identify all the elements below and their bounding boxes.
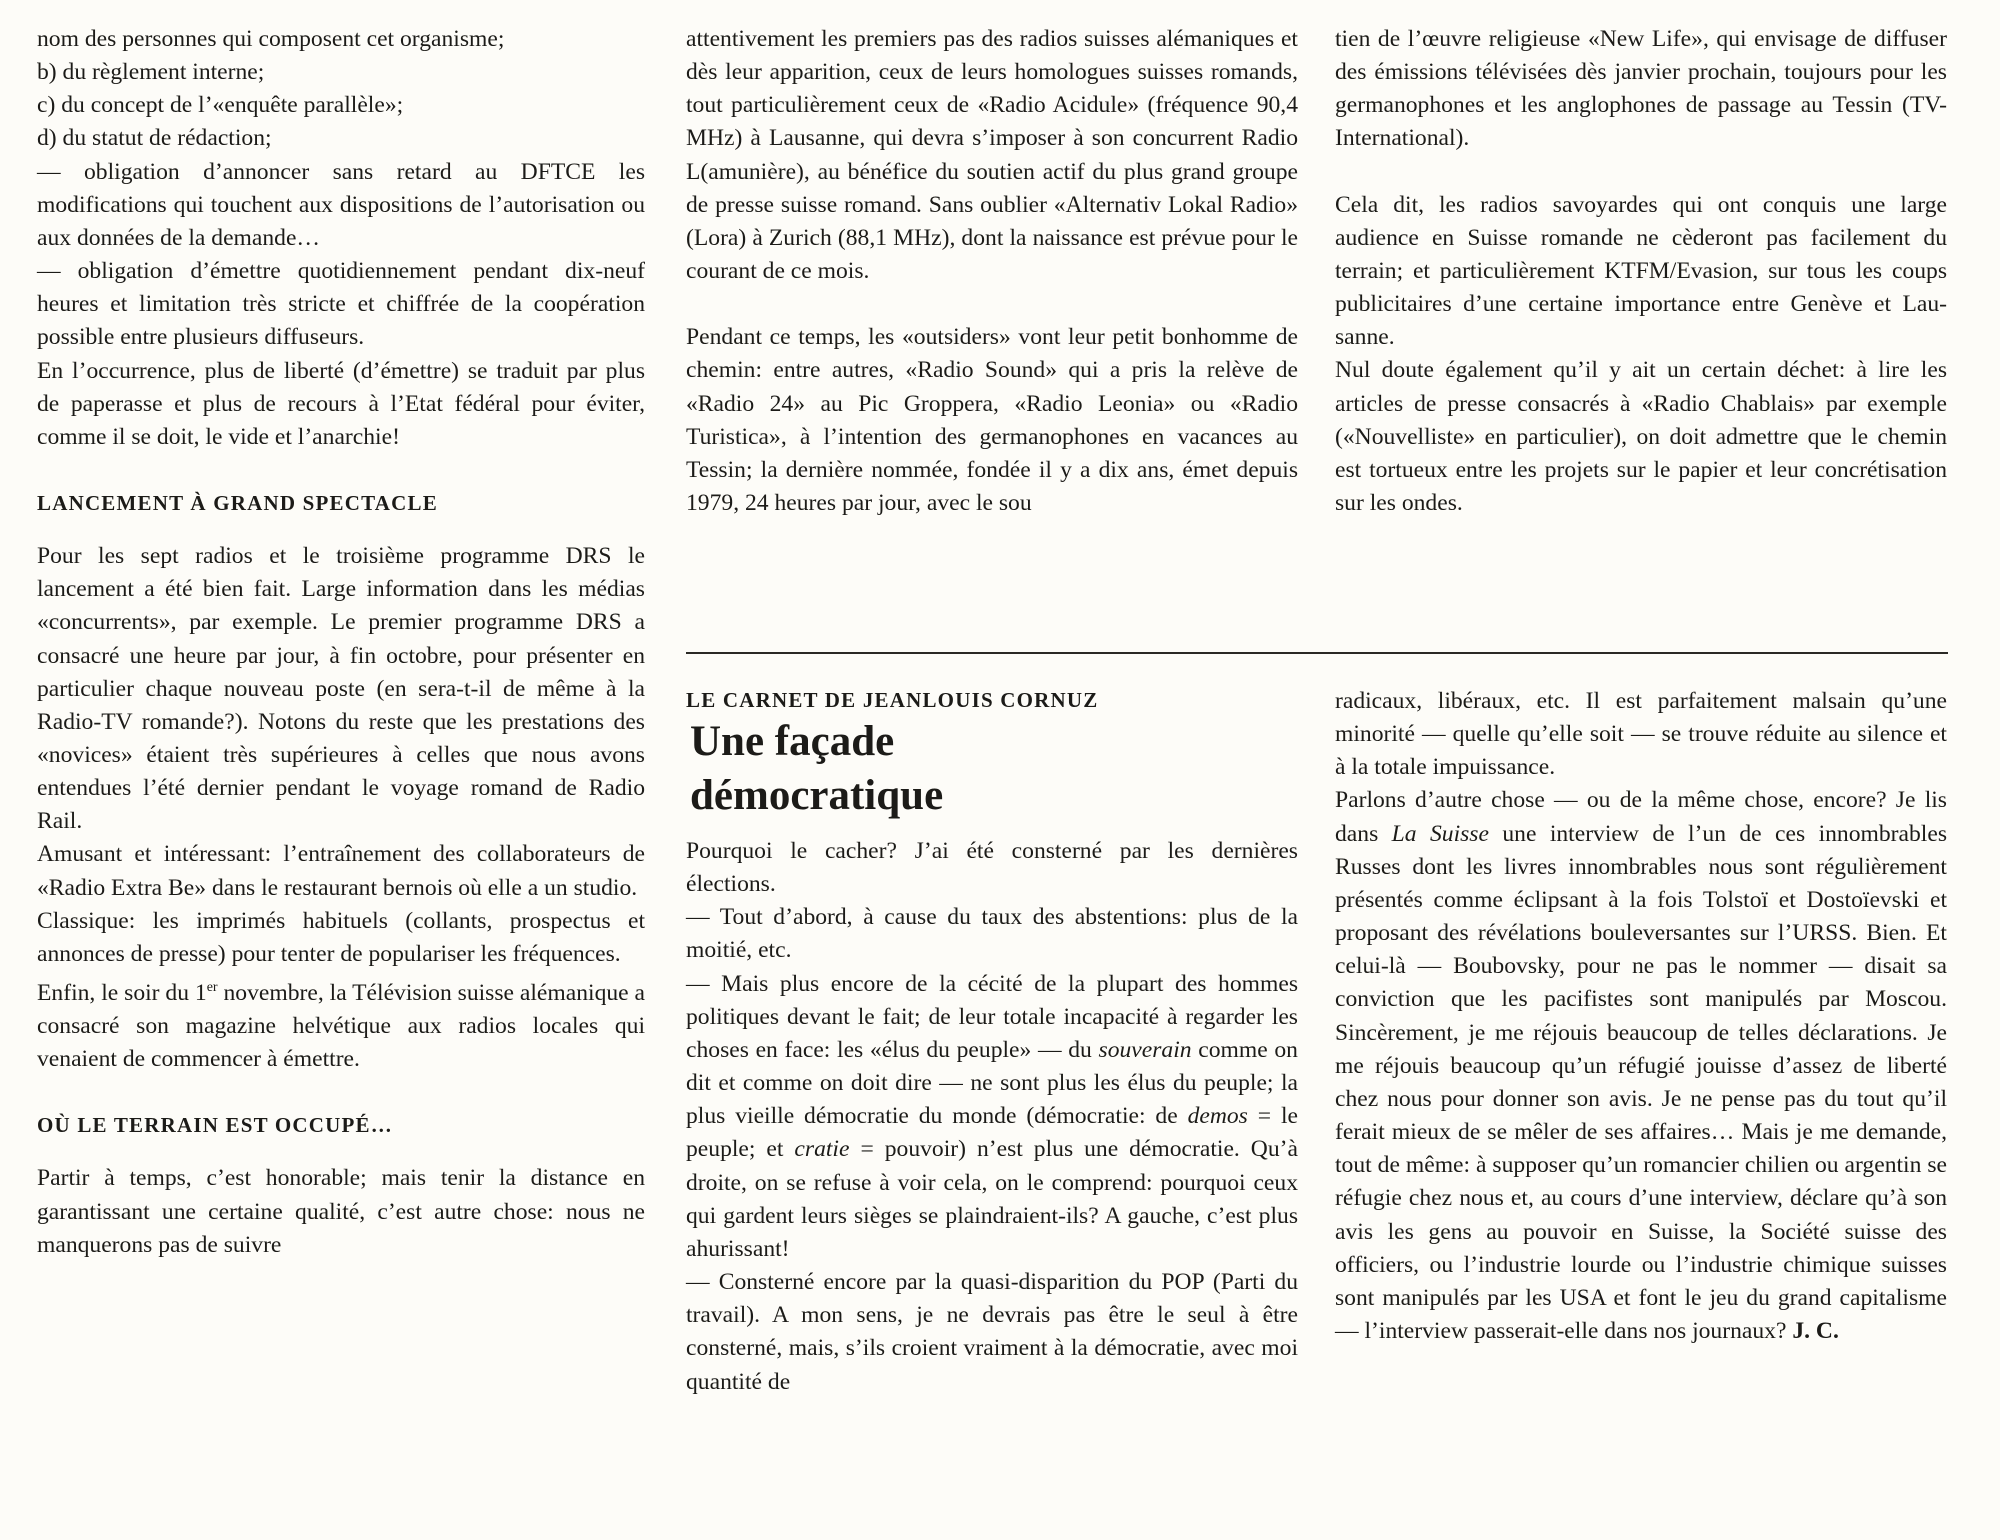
italic-term: souverain — [1098, 1036, 1192, 1063]
paragraph: b) du règlement interne; — [37, 59, 265, 86]
column-1 — [37, 23, 645, 1262]
paragraph: Pour les sept radios et le troisième programme DRS le lancement a été bien fait. Large information dans les médias «concurrents», par exemple. Le premier programme DRS a consacré une heure par jour, à fin octobre, pour présenter en particulier chaque nouveau poste (en sera-t-il de même à la Radio-TV romande?). Notons du reste que les prestations des «novices» étaient très supérieures à celles que nous avons entendues l’été dernier pendant le voyage romand de Radio Rail. — [37, 543, 645, 835]
paragraph: Classique: les imprimés habituels (collants, prospectus et annonces de presse) pour tenter de populariser les fréquences. — [37, 907, 645, 967]
text-run: = le peuple; et — [686, 1103, 1298, 1163]
paragraph: — obligation d’émettre quotidiennement pendant dix-neuf heures et limitation très stricte et chiffrée de la coopération possible entre plusieurs diffuseurs. — [37, 258, 645, 351]
italic-title: La Suisse — [1391, 820, 1489, 847]
column-2 — [686, 23, 1298, 520]
paragraph: — obligation d’annoncer sans retard au DFTCE les modifications qui touchent aux dispositions de l’autorisation ou aux données de la demande… — [37, 158, 645, 251]
paragraph: c) du concept de l’«enquête parallèle»; — [37, 92, 404, 119]
text-run: — Mais plus encore de la cécité de la plupart des hommes politiques devant le fait; de leur totale incapacité à regarder les choses en face: les «élus du peuple» — du — [686, 970, 1298, 1063]
paragraph: Pourquoi le cacher? J’ai été consterné par les dernières élections. — [686, 838, 1298, 898]
article-column-1 — [686, 685, 1298, 1399]
paragraph: En l’occurrence, plus de liberté (d’émettre) se traduit par plus de paperasse et plus de recours à l’Etat fédéral pour éviter, comme il se doit, le vide et l’anarchie! — [37, 357, 645, 450]
paragraph: Pendant ce temps, les «outsiders» vont leur petit bonhomme de chemin: entre autres, «Radio Sound» qui a pris la relève de «Radio 24» au Pic Groppera, «Radio Leonia» ou «Radio Turistica», à l’intention des germanophones en vacances au Tessin; la dernière nommée, fondée il y a dix ans, émet depuis 1979, 24 heures par jour, avec le sou — [686, 324, 1298, 517]
paragraph: Cela dit, les radios savoyardes qui ont conquis une large audience en Suisse romande ne cèderont pas facilement du terrain; et particulièrement KTFM/Evasion, sur tous les coups publicitaires d’une certaine importance entre Genève et Lausanne. — [1335, 191, 1947, 351]
text-run: Enfin, le soir du 1 — [37, 979, 207, 1006]
paragraph: attentivement les premiers pas des radios suisses alémaniques et dès leur apparition, ceux de leurs homologues suisses romands, tout particulièrement ceux de «Radio Acidule» (fréquence 90,4 MHz) à Lausanne, qui devra s’imposer à son concurrent Radio L(amunière), au bénéfice du soutien actif du plus grand groupe de presse suisse romand. Sans oublier «Alternativ Lokal Radio» (Lora) à Zurich (88,1 MHz), dont la naissance est prévue pour le courant de ce mois. — [686, 26, 1298, 285]
article-kicker: LE CARNET DE JEANLOUIS CORNUZ — [686, 688, 1099, 712]
paragraph: Amusant et intéressant: l’entraînement des collaborateurs de «Radio Extra Be» dans le restaurant bernois où elle a un studio. — [37, 841, 645, 901]
paragraph: radicaux, libéraux, etc. Il est parfaitement malsain qu’une minorité — quelle qu’elle soit — se trouve réduite au silence et à la totale impuissance. — [1335, 688, 1947, 781]
superscript: er — [206, 980, 218, 996]
text-run: novembre, la Télévision suisse alémanique a consacré son magazine helvétique aux radios locales qui venaient de commencer à émettre. — [37, 979, 646, 1073]
paragraph: — Consterné encore par la quasi-disparition du POP (Parti du travail). A mon sens, je ne devrais pas être le seul à être consterné, mais, s’ils croient vraiment à la démocratie, avec moi quantité de — [686, 1269, 1298, 1395]
paragraph — [686, 968, 1298, 1266]
title-line: démocratique — [690, 772, 944, 819]
paragraph: nom des personnes qui composent cet organisme; — [37, 26, 505, 52]
article-title — [690, 715, 1298, 823]
paragraph — [1335, 784, 1947, 1348]
italic-term: demos — [1187, 1103, 1248, 1130]
text-run: Parlons d’autre chose — ou de la même chose, encore? Je lis dans — [1335, 787, 1947, 847]
paragraph: — Tout d’abord, à cause du taux des abstentions: plus de la moitié, etc. — [686, 904, 1298, 964]
section-heading-lancement: LANCEMENT À GRAND SPECTACLE — [37, 491, 438, 516]
horizontal-rule — [686, 652, 1948, 654]
italic-term: cratie — [794, 1136, 850, 1163]
paragraph: Nul doute également qu’il y ait un certain déchet: à lire les articles de presse consacrés à «Radio Chablais» par exemple («Nouvelliste» en particulier), on doit admettre que le chemin est tortueux entre les projets sur le papier et leur concrétisation sur les ondes. — [1335, 357, 1947, 517]
paragraph — [37, 971, 645, 1076]
paragraph: tien de l’œuvre religieuse «New Life», qui envisage de diffuser des émissions télévisées dès janvier prochain, toujours pour les germanophones et les anglophones de passage au Tessin (TV-International). — [1335, 26, 1947, 152]
column-3 — [1335, 23, 1947, 520]
author-signature: J. C. — [1792, 1317, 1839, 1344]
text-run: = pouvoir) n’est plus une démocratie. Qu’à droite, on se refuse à voir cela, on le comprend: pourquoi ceux qui gardent leurs sièges se plaindraient-ils? A gauche, c’est plus ahurissant! — [686, 1136, 1298, 1262]
text-run: une interview de l’un de ces innombrables Russes dont les livres innombrables nous sont régulièrement présentés comme éclipsant à la fois Tolstoï et Dostoïevski et proposant des révélations bouleversantes sur l’URSS. Bien. Et celui-là — Boubovsky, pour ne pas le nommer — disait sa conviction que les pacifistes sont manipulés par Moscou. Sincèrement, je me réjouis beaucoup de telles déclarations. Je me réjouis beaucoup qu’un réfugié jouisse d’assez de liberté chez nous pour donner son avis. Je ne pense pas du tout qu’il ferait mieux de se mêler de ses affaires… Mais je me demande, tout de même: à supposer qu’un romancier chilien ou argentin se réfugie chez nous et, au cours d’une interview, déclare qu’à son avis les gens au pouvoir en Suisse, la Société suisse des officiers, ou l’industrie lourde ou l’industrie chimique suisses sont manipulés par les USA et font le jeu du grand capitalisme — l’interview passerait-elle dans nos journaux? — [1335, 820, 1947, 1344]
text-run: comme on dit et comme on doit dire — ne sont plus les élus du peuple; la plus vieille démocratie du monde (démocratie: de — [686, 1036, 1298, 1130]
paragraph: d) du statut de rédaction; — [37, 125, 272, 152]
title-line: Une façade — [690, 718, 895, 765]
article-column-2 — [1335, 685, 1947, 1348]
paragraph: Partir à temps, c’est honorable; mais tenir la distance en garantissant une certaine qualité, c’est autre chose: nous ne manquerons pas de suivre — [37, 1165, 645, 1258]
section-heading-terrain: OÙ LE TERRAIN EST OCCUPÉ… — [37, 1113, 393, 1138]
